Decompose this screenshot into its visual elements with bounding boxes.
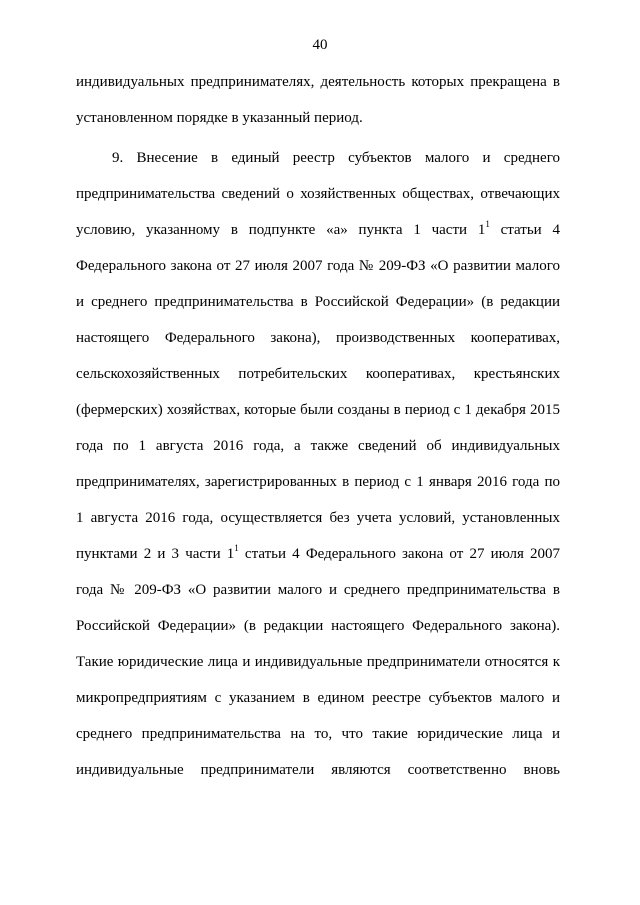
text-segment: условию, указанному в подпункте «а» пункта 1 части 1 [76,222,486,238]
text-line: настоящего Федерального закона), производственных кооперативах, [76,330,560,346]
text-line: Такие юридические лица и индивидуальные предприниматели относятся к [76,654,560,670]
text-segment: статьи 4 Федерального закона от 27 июля 2007 [238,546,560,562]
page-number: 40 [312,37,328,53]
superscript: 1 [485,219,490,229]
text-line: 9. Внесение в единый реестр субъектов малого и среднего [112,150,560,166]
text-line-with-superscript [76,545,560,563]
text-line: Российской Федерации» (в редакции настоящего Федерального закона). [76,618,560,634]
text-line: и среднего предпринимательства в Российской Федерации» (в редакции [76,294,560,310]
text-line: индивидуальные предприниматели являются соответственно вновь [76,762,560,778]
text-segment: статьи 4 [489,222,560,238]
text-line: года по 1 августа 2016 года, а также сведений об индивидуальных [76,438,560,454]
text-line: 1 августа 2016 года, осуществляется без учета условий, установленных [76,510,560,526]
text-line: (фермерских) хозяйствах, которые были созданы в период с 1 декабря 2015 [76,402,560,418]
text-segment: пунктами 2 и 3 части 1 [76,546,235,562]
text-line: Федерального закона от 27 июля 2007 года № 209-ФЗ «О развитии малого [76,258,560,274]
text-line: предпринимателях, зарегистрированных в период с 1 января 2016 года по [76,474,560,490]
text-line-with-superscript [76,221,560,239]
text-line: индивидуальных предпринимателях, деятельность которых прекращена в [76,74,560,90]
text-line: года № 209-ФЗ «О развитии малого и среднего предпринимательства в [76,582,560,598]
text-line: микропредприятиям с указанием в едином реестре субъектов малого и [76,690,560,706]
text-line: предпринимательства сведений о хозяйственных обществах, отвечающих [76,186,560,202]
text-line: сельскохозяйственных потребительских кооперативах, крестьянских [76,366,560,382]
superscript: 1 [234,543,239,553]
text-line: установленном порядке в указанный период. [76,110,363,126]
text-line: среднего предпринимательства на то, что такие юридические лица и [76,726,560,742]
